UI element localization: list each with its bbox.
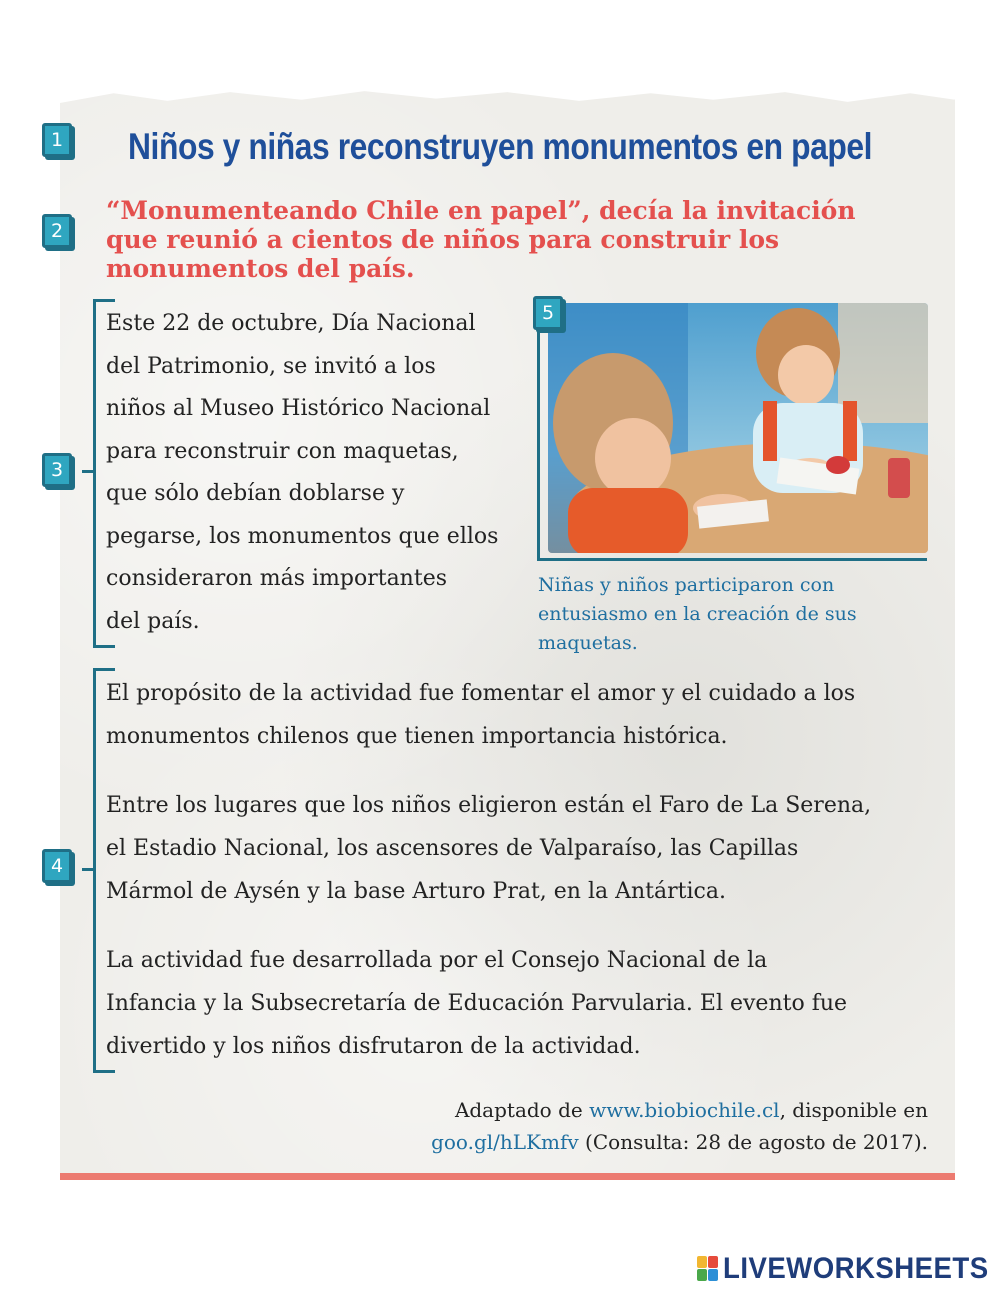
- paragraph: [106, 784, 936, 913]
- liveworksheets-logo: [697, 1252, 1000, 1286]
- bracket-3-tick: [82, 470, 94, 473]
- paper-bottom-band: [60, 1173, 955, 1180]
- text-line: del Patrimonio, se invitó a los: [106, 353, 436, 379]
- text-line: Mármol de Aysén y la base Arturo Prat, en la Antártica.: [106, 879, 726, 904]
- caption-line: Niñas y niños participaron con: [538, 574, 835, 596]
- photo-caption: [538, 571, 928, 658]
- paragraph-block-4: [106, 672, 936, 1094]
- lead-line: “Monumenteando Chile en papel”, decía la invitación: [106, 196, 856, 225]
- source-citation: [431, 1094, 928, 1158]
- source-link-goo[interactable]: goo.gl/hLKmfv: [431, 1130, 579, 1154]
- source-prefix: Adaptado de: [454, 1098, 590, 1122]
- children-painting-photo: [548, 303, 928, 553]
- text-line: que sólo debían doblarse y: [106, 481, 405, 506]
- logo-text: LIVEWORKSHEETS: [723, 1252, 989, 1285]
- caption-line: entusiasmo en la creación de sus: [538, 603, 857, 625]
- marker-2: 2: [42, 214, 72, 248]
- text-line: para reconstruir con maquetas,: [106, 438, 459, 464]
- text-line: monumentos chilenos que tienen importancia histórica.: [106, 724, 728, 749]
- page-title: Niños y niñas reconstruyen monumentos en papel: [128, 126, 873, 167]
- text-line: El propósito de la actividad fue fomentar el amor y el cuidado a los: [106, 681, 856, 706]
- text-line: pegarse, los monumentos que ellos: [106, 523, 499, 549]
- text-line: Entre los lugares que los niños eligieron están el Faro de La Serena,: [106, 793, 872, 818]
- text-line: niños al Museo Histórico Nacional: [106, 396, 491, 421]
- source-suffix: (Consulta: 28 de agosto de 2017).: [578, 1130, 928, 1154]
- photo-illustration: [548, 303, 928, 553]
- text-line: La actividad fue desarrollada por el Consejo Nacional de la: [106, 948, 768, 973]
- marker-5: 5: [533, 296, 563, 330]
- source-middle: , disponible en: [779, 1098, 928, 1122]
- logo-icon: [697, 1256, 719, 1282]
- text-line: divertido y los niños disfrutaron de la actividad.: [106, 1034, 641, 1059]
- marker-3: 3: [42, 453, 72, 487]
- paragraph-3: [106, 303, 536, 643]
- source-link-biobiochile[interactable]: www.biobiochile.cl: [589, 1098, 780, 1122]
- paragraph: [106, 939, 936, 1068]
- caption-line: maquetas.: [538, 632, 638, 654]
- text-line: del país.: [106, 608, 200, 634]
- text-line: Este 22 de octubre, Día Nacional: [106, 311, 476, 336]
- marker-1: 1: [42, 123, 72, 157]
- paragraph: [106, 672, 936, 758]
- lead-text: [106, 196, 936, 283]
- bracket-4-tick: [82, 868, 94, 871]
- lead-line: monumentos del país.: [106, 254, 415, 283]
- text-line: consideraron más importantes: [106, 566, 447, 591]
- text-line: Infancia y la Subsecretaría de Educación Parvularia. El evento fue: [106, 991, 848, 1016]
- lead-line: que reunió a cientos de niños para construir los: [106, 225, 780, 254]
- text-line: el Estadio Nacional, los ascensores de Valparaíso, las Capillas: [106, 836, 799, 861]
- marker-4: 4: [42, 849, 72, 883]
